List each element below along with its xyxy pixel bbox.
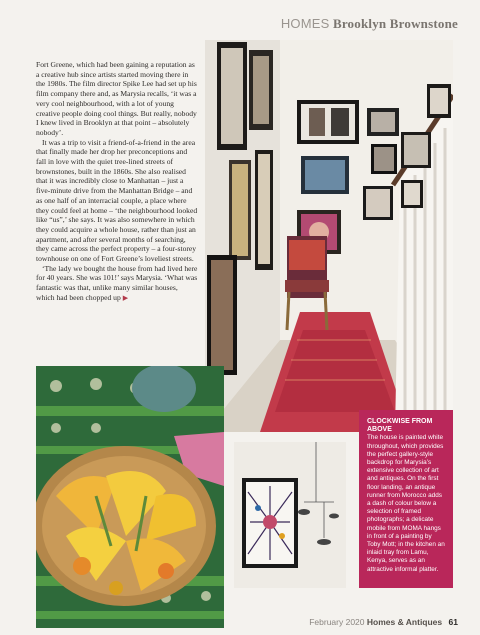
food-tray-photo — [36, 366, 224, 628]
photo-caption — [359, 410, 453, 588]
painting-illustration — [234, 442, 346, 588]
feature-title: Brooklyn Brownstone — [332, 16, 458, 31]
article-paragraph: ‘The lady we bought the house from had lived here for 40 years. She was 101!’ says Marysia. ‘What was fantastic was that, unlike many similar houses, which had been chopped up ▶ — [36, 263, 198, 302]
magazine-name: Homes & Antiques — [366, 617, 443, 627]
page-number: 61 — [448, 617, 458, 627]
continue-arrow-icon: ▶ — [122, 293, 129, 302]
section-label: HOMES — [280, 16, 330, 31]
issue-date: February 2020 — [309, 617, 365, 627]
hallway-photo — [205, 40, 453, 432]
article-paragraph: Fort Greene, which had been gaining a reputation as a creative hub since artists started moving there in the 1980s. The film director Spike Lee had set up his film company there and, as Marysia recalls, ‘it was a very cool neighbourhood, with a lot of young creative people doing cool things. But really, nobody I knew lived in Brooklyn at that point – absolutely nobody’. — [36, 60, 197, 137]
article-paragraph: It was a trip to visit a friend-of-a-friend in the area that finally made her drop her preconceptions and fall in love with the quiet tree-lined streets of brownstones, built in the 1860s. She also realised that it was incredibly close to Manhattan – just a five-minute drive from the Manhattan Bridge – and as one half of an interracial couple, a place where they could feel at home – ‘the neighbourhood looked like “us”,’ she says. It was also somewhere in which they could acquire a whole house, rather than just an apartment, and after several months of searching, they came across the perfect property – a four-storey townhouse on one of Fort Greene’s loveliest streets. — [36, 137, 198, 264]
caption-lead: CLOCKWISE FROM ABOVE — [367, 418, 433, 434]
food-illustration — [36, 366, 224, 628]
caption-text: The house is painted white throughout, which provides the perfect gallery-style backdrop for Marysia’s extensive collection of art and antiques. On the first floor landing, an antique runner from Morocco adds a dash of colour below a selection of framed photographs; a delicate mobile from MOMA hangs in front of a painting by Toby Mott; in the kitchen an inlaid tray from Lamu, Kenya, serves as an attractive informal platter. — [367, 434, 445, 573]
hallway-illustration — [205, 40, 453, 432]
painting-mobile-photo — [234, 442, 346, 588]
page-footer — [309, 617, 458, 627]
page-header — [281, 16, 458, 32]
article-body — [36, 60, 198, 304]
